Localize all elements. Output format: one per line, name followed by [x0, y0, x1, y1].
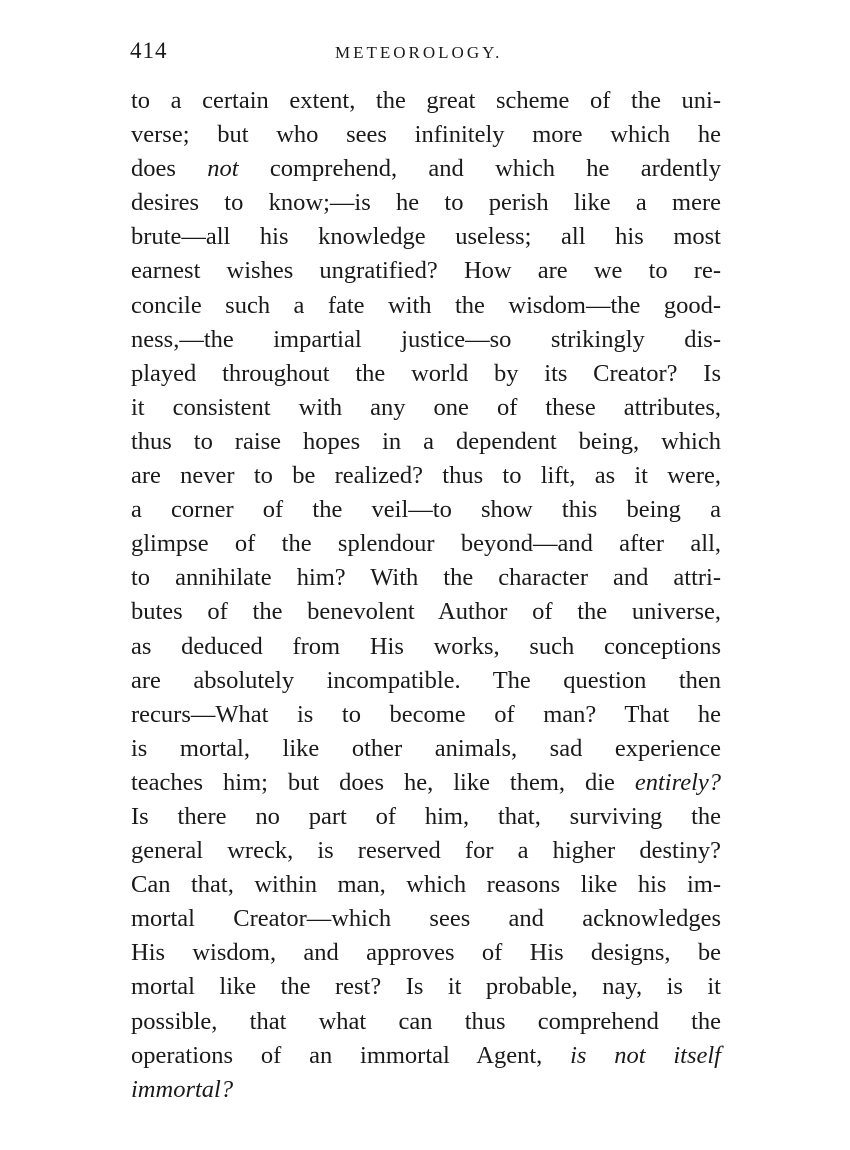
text-segment: as deduced from His works, such conceptions [131, 632, 721, 660]
text-segment: to annihilate him? With the character and attri- [131, 564, 721, 592]
text-line [131, 1039, 721, 1073]
text-line [131, 595, 721, 629]
text-line [131, 459, 721, 493]
text-line [131, 391, 721, 425]
body-text [131, 84, 721, 1107]
text-line [131, 868, 721, 902]
text-segment: is mortal, like other animals, sad experience [131, 734, 721, 762]
text-segment: played throughout the world by its Creator? Is [131, 359, 721, 387]
text-segment: mortal like the rest? Is it probable, nay, is it [131, 973, 721, 1001]
text-segment: teaches him; but does he, like them, die [131, 768, 635, 796]
text-line [131, 664, 721, 698]
text-line [131, 357, 721, 391]
text-line [131, 936, 721, 970]
text-line [131, 118, 721, 152]
text-segment: earnest wishes ungratified? How are we to re- [131, 257, 721, 285]
text-line [131, 561, 721, 595]
text-line [131, 834, 721, 868]
text-line [131, 698, 721, 732]
text-line [131, 766, 721, 800]
text-segment: glimpse of the splendour beyond—and after all, [131, 530, 721, 558]
text-segment: are absolutely incompatible. The question then [131, 666, 721, 694]
text-line [131, 732, 721, 766]
italic-text: not [207, 155, 239, 183]
page-header [130, 38, 720, 68]
text-segment: verse; but who sees infinitely more which he [131, 121, 721, 149]
text-segment: mortal Creator—which sees and acknowledges [131, 905, 721, 933]
text-segment: recurs—What is to become of man? That he [131, 700, 721, 728]
text-segment: ness,—the impartial justice—so strikingly dis- [131, 325, 721, 353]
text-line [131, 289, 721, 323]
text-line [131, 902, 721, 936]
text-line [131, 970, 721, 1004]
text-segment: are never to be realized? thus to lift, as it were, [131, 462, 721, 490]
text-segment: comprehend, and which he ardently [238, 155, 721, 183]
text-segment: concile such a fate with the wisdom—the good- [131, 291, 721, 319]
text-line [131, 220, 721, 254]
text-line [131, 186, 721, 220]
text-line [131, 1073, 721, 1107]
text-segment: it consistent with any one of these attributes, [131, 393, 721, 421]
text-line [131, 323, 721, 357]
text-line [131, 84, 721, 118]
text-segment: His wisdom, and approves of His designs, be [131, 939, 721, 967]
text-line [131, 800, 721, 834]
text-line [131, 254, 721, 288]
italic-text: entirely? [634, 768, 721, 796]
text-segment: possible, that what can thus comprehend the [131, 1007, 721, 1035]
text-line [131, 1005, 721, 1039]
text-segment: does [131, 155, 208, 183]
text-segment: desires to know;—is he to perish like a mere [131, 189, 721, 217]
text-line [131, 152, 721, 186]
text-segment: operations of an immortal Agent, [131, 1041, 571, 1069]
text-segment: Is there no part of him, that, surviving the [131, 802, 721, 830]
text-line [131, 527, 721, 561]
page-number: 414 [130, 38, 168, 63]
text-line [131, 425, 721, 459]
text-segment: general wreck, is reserved for a higher destiny? [131, 837, 721, 865]
running-head: METEOROLOGY. [335, 43, 503, 62]
italic-text: is not itself [570, 1041, 721, 1069]
italic-text: immortal? [131, 1075, 234, 1103]
text-line [131, 630, 721, 664]
text-line [131, 493, 721, 527]
text-segment: thus to raise hopes in a dependent being, which [131, 427, 721, 455]
text-segment: to a certain extent, the great scheme of the uni- [131, 87, 721, 114]
text-segment: butes of the benevolent Author of the universe, [131, 598, 721, 626]
text-segment: brute—all his knowledge useless; all his most [131, 223, 721, 251]
text-segment: Can that, within man, which reasons like his im- [131, 871, 721, 899]
text-segment: a corner of the veil—to show this being a [131, 496, 721, 524]
